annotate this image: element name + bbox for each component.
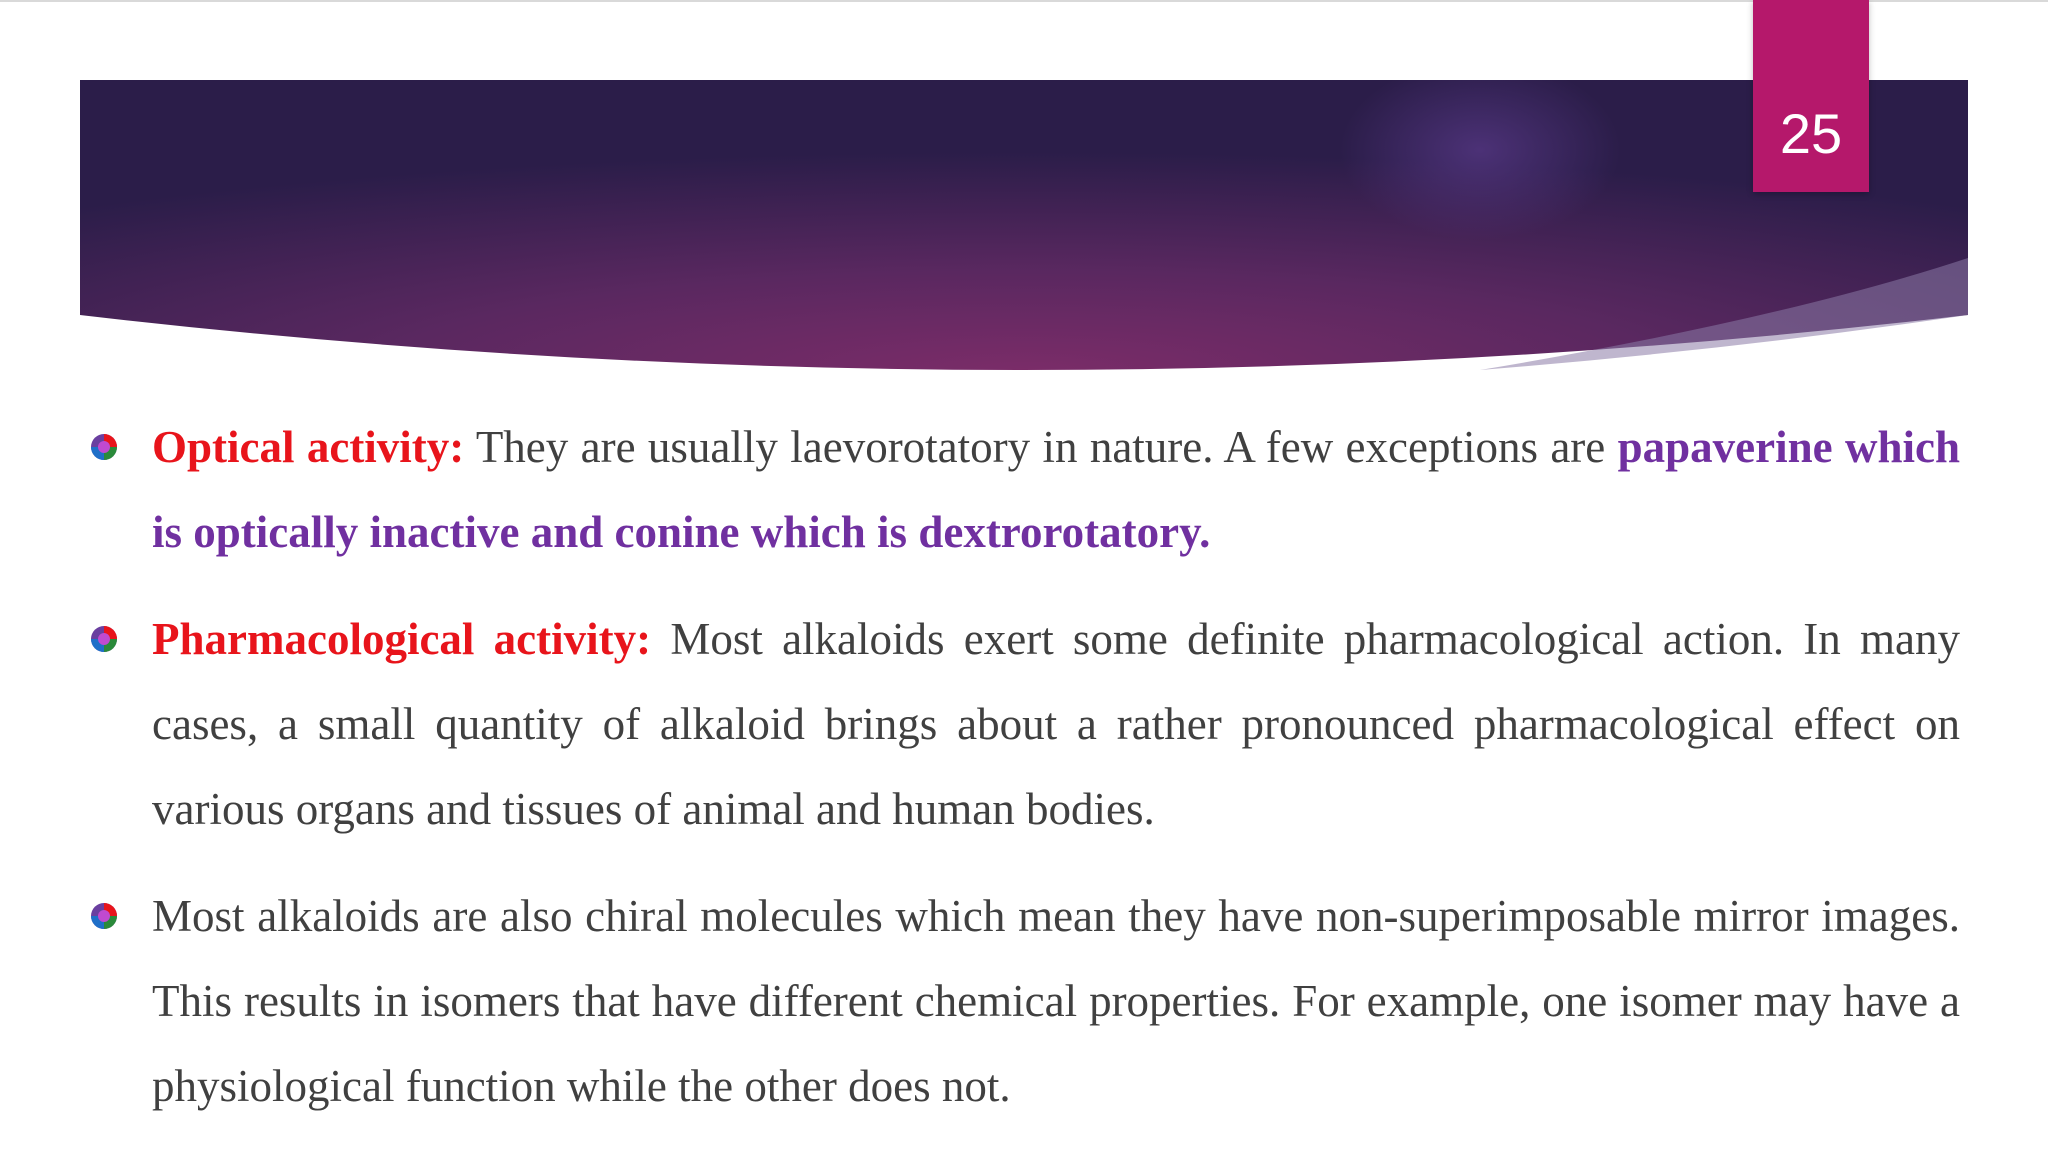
multicolor-sphere-bullet-icon bbox=[90, 433, 118, 461]
page-number: 25 bbox=[1779, 102, 1843, 165]
bullet-text: Most alkaloids are also chiral molecules which mean they have non-superimposable mirror images. This results in isomers that have different chemical properties. For example, one isomer may have a physiological function while the other does not. bbox=[152, 891, 1960, 1111]
bullet-text: They are usually laevorotatory in nature. A few exceptions are bbox=[464, 422, 1618, 472]
bullet-list bbox=[90, 405, 1960, 1151]
multicolor-sphere-bullet-icon bbox=[90, 625, 118, 653]
bullet-chiral-molecules bbox=[90, 874, 1960, 1129]
bullet-label: Optical activity: bbox=[152, 422, 465, 472]
bullet-pharmacological-activity bbox=[90, 597, 1960, 852]
bullet-label: Pharmacological activity: bbox=[152, 614, 652, 664]
page-number-tab bbox=[1753, 0, 1869, 192]
bullet-optical-activity bbox=[90, 405, 1960, 575]
bullet-text: Most alkaloids exert some definite pharmacological action. In many cases, a small quantity of alkaloid brings about a rather pronounced pharmacological effect on various organs and tissues of animal and human bodies. bbox=[152, 614, 1960, 834]
header-banner bbox=[80, 80, 1968, 380]
bullet-highlight: papaverine which is optically inactive and conine which is dextrorotatory. bbox=[152, 422, 1961, 557]
multicolor-sphere-bullet-icon bbox=[90, 902, 118, 930]
top-divider bbox=[0, 0, 2048, 2]
